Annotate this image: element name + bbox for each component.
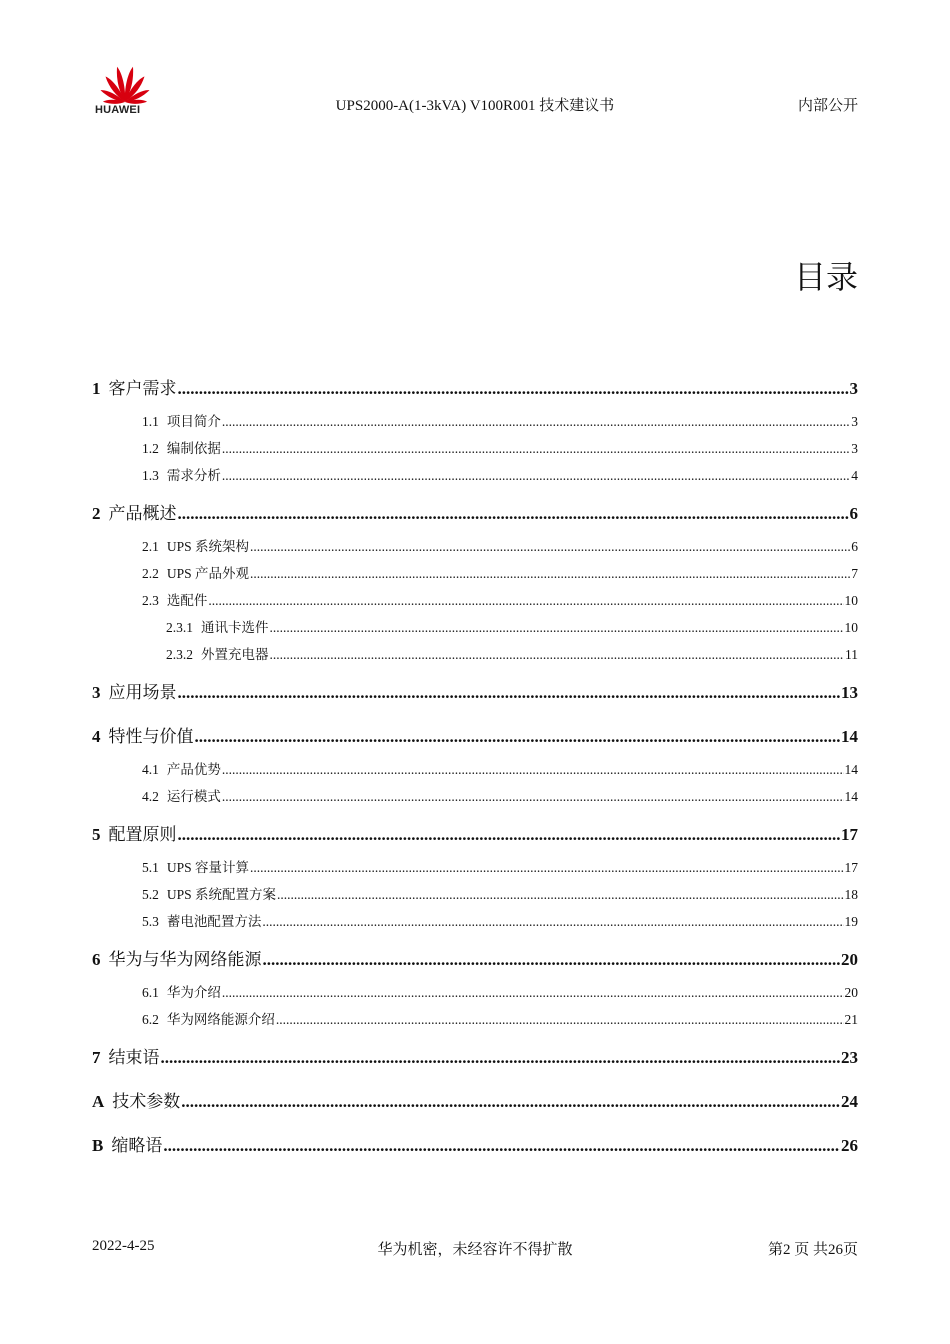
toc-entry-label [92,718,194,756]
toc-entry-label [142,908,261,935]
table-of-contents [92,370,858,1165]
toc-entry-label [142,783,221,810]
toc-entry-page: 11 [845,647,858,662]
toc-entry-number: 1.3 [142,468,159,483]
toc-entry-label [92,941,262,979]
toc-dot-leader [263,941,841,979]
toc-entry-label [142,533,249,560]
toc-entry-title: 通讯卡选件 [201,620,269,635]
toc-entry-number: 4 [92,727,101,746]
toc-entry-number: 6.1 [142,985,159,1000]
toc-dot-leader [270,614,844,641]
logo-wordmark: HUAWEI [95,104,141,116]
toc-entry-label [142,435,221,462]
toc-entry-page: 18 [844,887,858,902]
toc-entry-label [166,614,269,641]
toc-entry-number: 5 [92,825,101,844]
toc-entry-label [92,1083,180,1121]
toc-dot-leader [222,462,850,489]
toc-entry-number: A [92,1092,105,1111]
toc-dot-leader [178,816,841,854]
toc-entry-title: UPS 系统配置方案 [166,887,277,902]
toc-entry-number: 6 [92,950,101,969]
toc-entry-level1[interactable] [92,941,858,979]
toc-entry-level2[interactable] [92,462,858,489]
toc-entry-title: 产品优势 [166,762,221,777]
toc-entry-number: 1.2 [142,441,159,456]
toc-entry-level2[interactable] [92,908,858,935]
toc-entry-title: 配置原则 [108,825,177,844]
toc-entry-level3[interactable] [92,641,858,668]
toc-entry-level2[interactable] [92,756,858,783]
toc-entry-page: 23 [841,1048,858,1067]
toc-entry-label [142,1006,275,1033]
toc-entry-level2[interactable] [92,533,858,560]
toc-dot-leader [222,756,844,783]
toc-entry-level2[interactable] [92,881,858,908]
toc-entry-label [92,674,177,712]
toc-dot-leader [222,408,850,435]
toc-entry-level1[interactable] [92,495,858,533]
document-title: UPS2000-A(1-3kVA) V100R001 技术建议书 [335,98,615,114]
toc-dot-leader [163,1127,840,1165]
toc-entry-label [142,408,221,435]
toc-dot-leader [195,718,841,756]
toc-entry-label [92,1039,160,1077]
toc-entry-page: 13 [841,683,858,702]
toc-entry-label [142,881,276,908]
toc-entry-page: 3 [851,414,858,429]
toc-entry-number: 2 [92,504,101,523]
toc-dot-leader [178,674,841,712]
toc-entry-number: B [92,1136,104,1155]
toc-entry-page: 3 [851,441,858,456]
toc-entry-level2[interactable] [92,408,858,435]
toc-dot-leader [181,1083,840,1121]
toc-entry-level1[interactable] [92,816,858,854]
toc-entry-level2[interactable] [92,435,858,462]
toc-entry-number: 4.1 [142,762,159,777]
toc-dot-leader [208,587,843,614]
toc-entry-title: 华为与华为网络能源 [108,950,262,969]
toc-entry-level2[interactable] [92,587,858,614]
toc-entry-number: 3 [92,683,101,702]
footer-page-number: 第2 页 共26页 [767,1242,858,1258]
toc-entry-title: 选配件 [166,593,208,608]
toc-entry-page: 19 [844,914,858,929]
toc-entry-title: 运行模式 [166,789,221,804]
toc-entry-title: 项目简介 [166,414,221,429]
toc-entry-page: 20 [844,985,858,1000]
toc-dot-leader [250,533,850,560]
toc-entry-label [142,854,249,881]
classification-label: 内部公开 [797,98,858,114]
toc-entry-page: 14 [844,789,858,804]
toc-entry-page: 21 [844,1012,858,1027]
toc-dot-leader [178,370,849,408]
toc-entry-title: UPS 容量计算 [166,860,250,875]
toc-entry-label [142,756,221,783]
footer-date: 2022-4-25 [92,1238,155,1254]
toc-dot-leader [250,560,850,587]
toc-entry-page: 17 [844,860,858,875]
toc-entry-number: 1 [92,379,101,398]
toc-entry-page: 17 [841,825,858,844]
toc-entry-page: 24 [841,1092,858,1111]
toc-entry-label [142,462,221,489]
toc-entry-number: 5.3 [142,914,159,929]
toc-dot-leader [262,908,843,935]
toc-dot-leader [222,979,844,1006]
toc-entry-number: 4.2 [142,789,159,804]
toc-entry-level2[interactable] [92,979,858,1006]
toc-dot-leader [270,641,845,668]
toc-entry-label [142,587,207,614]
toc-entry-level1[interactable] [92,1083,858,1121]
toc-entry-number: 2.1 [142,539,159,554]
toc-entry-title: UPS 系统架构 [166,539,250,554]
toc-entry-title: 客户需求 [108,379,177,398]
toc-entry-number: 6.2 [142,1012,159,1027]
toc-dot-leader [222,435,850,462]
toc-dot-leader [222,783,844,810]
toc-entry-title: 需求分析 [166,468,221,483]
toc-entry-label [92,816,177,854]
toc-entry-title: 产品概述 [108,504,177,523]
toc-entry-page: 10 [844,593,858,608]
toc-entry-level3[interactable] [92,614,858,641]
toc-entry-number: 7 [92,1048,101,1067]
toc-entry-title: 应用场景 [108,683,177,702]
footer-confidential-notice: 华为机密，未经容许不得扩散 [377,1242,573,1258]
toc-entry-label [92,370,177,408]
toc-entry-title: 特性与价值 [108,727,194,746]
toc-entry-title: 结束语 [108,1048,160,1067]
toc-entry-level1[interactable] [92,1127,858,1165]
toc-entry-level1[interactable] [92,1039,858,1077]
toc-entry-number: 5.2 [142,887,159,902]
toc-entry-number: 2.2 [142,566,159,581]
toc-entry-title: UPS 产品外观 [166,566,250,581]
toc-entry-level2[interactable] [92,854,858,881]
toc-entry-label [92,495,177,533]
toc-entry-level2[interactable] [92,560,858,587]
toc-entry-title: 外置充电器 [201,647,269,662]
toc-entry-level2[interactable] [92,1006,858,1033]
toc-entry-title: 蓄电池配置方法 [166,914,262,929]
toc-entry-number: 5.1 [142,860,159,875]
toc-entry-page: 6 [851,539,858,554]
toc-entry-page: 26 [841,1136,858,1155]
toc-heading: 目录 [793,258,858,296]
toc-dot-leader [161,1039,841,1077]
toc-entry-page: 14 [841,727,858,746]
toc-dot-leader [277,881,843,908]
toc-entry-label [142,560,249,587]
toc-dot-leader [276,1006,844,1033]
toc-entry-title: 华为介绍 [166,985,221,1000]
toc-entry-level1[interactable] [92,674,858,712]
toc-entry-label [166,641,269,668]
toc-entry-page: 10 [844,620,858,635]
toc-entry-page: 7 [851,566,858,581]
toc-dot-leader [250,854,843,881]
toc-entry-number: 2.3.2 [166,647,193,662]
toc-entry-label [92,1127,162,1165]
toc-entry-number: 1.1 [142,414,159,429]
toc-entry-number: 2.3 [142,593,159,608]
toc-dot-leader [178,495,849,533]
toc-entry-label [142,979,221,1006]
toc-entry-level1[interactable] [92,370,858,408]
toc-entry-title: 技术参数 [112,1092,181,1111]
toc-entry-page: 6 [849,504,858,523]
toc-entry-title: 华为网络能源介绍 [166,1012,275,1027]
toc-entry-level1[interactable] [92,718,858,756]
toc-entry-page: 14 [844,762,858,777]
toc-entry-title: 编制依据 [166,441,221,456]
toc-entry-title: 缩略语 [111,1136,163,1155]
toc-entry-level2[interactable] [92,783,858,810]
toc-entry-page: 20 [841,950,858,969]
toc-entry-number: 2.3.1 [166,620,193,635]
toc-entry-page: 4 [851,468,858,483]
toc-entry-page: 3 [849,379,858,398]
